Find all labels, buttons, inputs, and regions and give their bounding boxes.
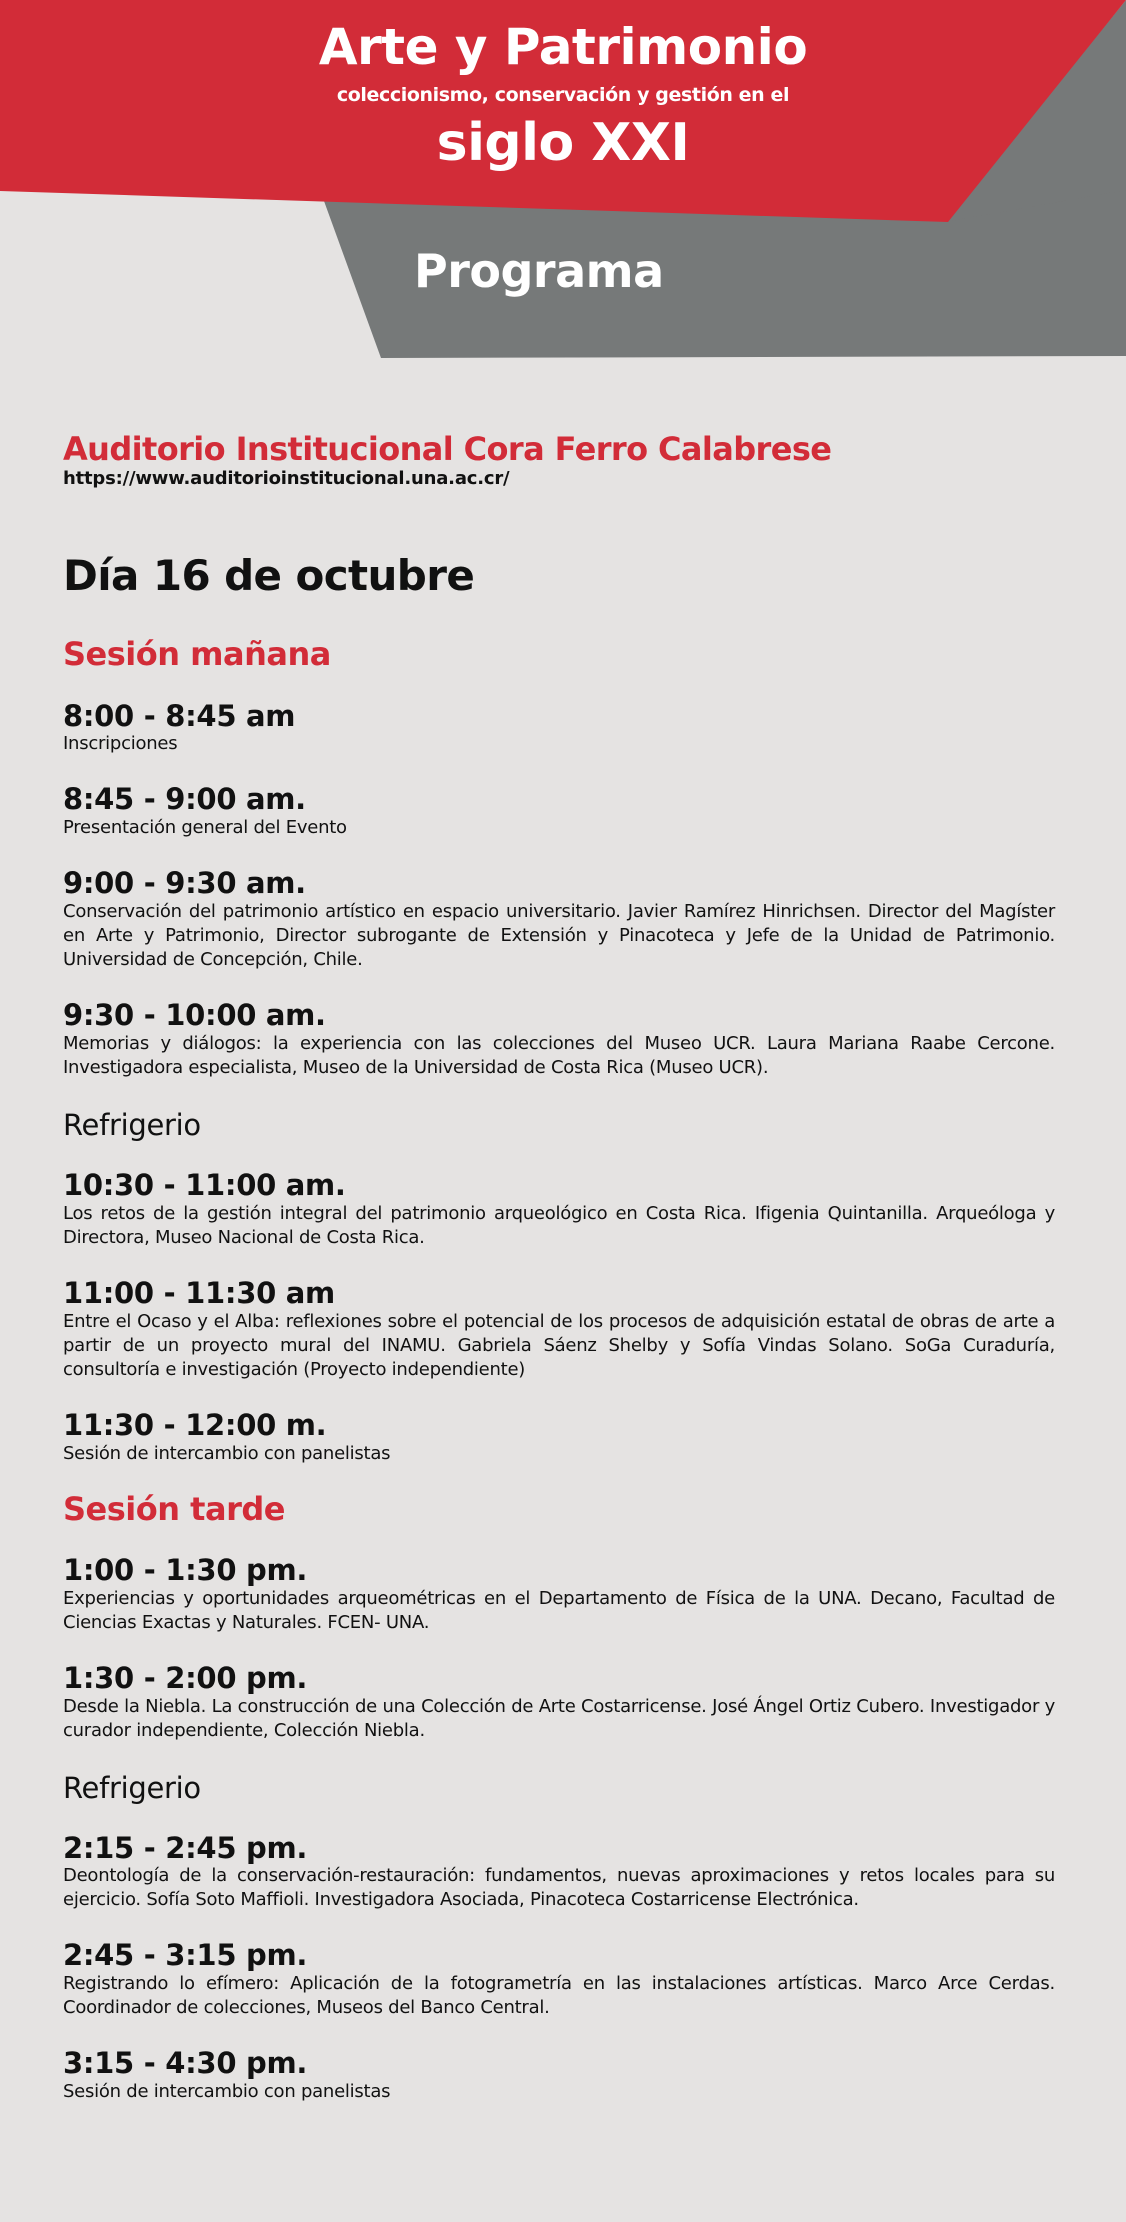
schedule-slot: [63, 1000, 1055, 1080]
venue-name: Auditorio Institucional Cora Ferro Calabrese: [63, 430, 832, 468]
slot-time: 3:15 - 4:30 pm.: [63, 2046, 308, 2081]
afternoon-session-title: Sesión tarde: [63, 1489, 285, 1528]
afternoon-slots-a: [63, 1552, 1055, 1743]
schedule-slot: [63, 868, 1055, 972]
slot-time: 9:00 - 9:30 am.: [63, 866, 306, 901]
schedule-slot: [63, 1170, 1055, 1250]
schedule-slot: [63, 784, 1055, 840]
slot-description: Sesión de intercambio con panelistas: [63, 2081, 391, 2103]
slot-description: Desde la Niebla. La construcción de una Colección de Arte Costarricense. José Ángel Ortiz Cubero. Investigador y curador independiente, Colección Niebla.: [63, 1695, 1055, 1741]
event-subtitle: coleccionismo, conservación y gestión en el: [336, 84, 790, 106]
schedule-slot: [63, 1552, 1055, 1635]
morning-slots-a: [63, 698, 1055, 1081]
slot-description: Deontología de la conservación-restauración: fundamentos, nuevas aproximaciones y retos locales para su ejercicio. Sofía Soto Maffioli. Investigadora Asociada, Pinacoteca Costarricense Electrónica.: [63, 1865, 1055, 1911]
slot-time: 2:45 - 3:15 pm.: [63, 1938, 308, 1973]
slot-description: Registrando lo efímero: Aplicación de la fotogrametría en las instalaciones artísticas. Marco Arce Cerdas. Coordinador de colecciones, Museos del Banco Central.: [63, 1973, 1055, 2019]
event-title-century: siglo XXI: [436, 113, 690, 173]
slot-description: Experiencias y oportunidades arqueométricas en el Departamento de Física de la UNA. Decano, Facultad de Ciencias Exactas y Naturales. FCEN- UNA.: [63, 1587, 1055, 1633]
schedule-slot: [63, 1830, 1055, 1913]
slot-time: 1:30 - 2:00 pm.: [63, 1660, 308, 1695]
schedule-slot: [63, 2048, 1055, 2104]
slot-time: 2:15 - 2:45 pm.: [63, 1830, 308, 1865]
schedule-slot: [63, 698, 1055, 757]
slot-time: 11:30 - 12:00 m.: [63, 1407, 327, 1442]
slot-description: Memorias y diálogos: la experiencia con las colecciones del Museo UCR. Laura Mariana Raabe Cercone. Investigadora especialista, Museo de la Universidad de Costa Rica (Museo UCR).: [63, 1033, 1055, 1079]
slot-time: 8:45 - 9:00 am.: [63, 782, 306, 817]
slot-time: 10:30 - 11:00 am.: [63, 1168, 346, 1203]
morning-session-title: Sesión mañana: [63, 635, 331, 674]
slot-time: 8:00 - 8:45 am: [63, 698, 296, 733]
slot-time: 1:00 - 1:30 pm.: [63, 1552, 308, 1587]
slot-time: 9:30 - 10:00 am.: [63, 998, 326, 1033]
afternoon-break: Refrigerio: [63, 1770, 201, 1805]
header-banner: [0, 0, 1126, 360]
afternoon-slots-b: [63, 1830, 1055, 2105]
morning-break: Refrigerio: [63, 1108, 201, 1143]
section-title: Programa: [414, 244, 664, 298]
day-heading: Día 16 de octubre: [63, 551, 475, 601]
slot-description: Presentación general del Evento: [63, 817, 347, 839]
slot-description: Los retos de la gestión integral del patrimonio arqueológico en Costa Rica. Ifigenia Quintanilla. Arqueóloga y Directora, Museo Nacional de Costa Rica.: [63, 1202, 1055, 1248]
slot-description: Inscripciones: [63, 733, 178, 755]
schedule-slot: [63, 1940, 1055, 2020]
schedule-slot: [63, 1275, 1055, 1382]
event-title: Arte y Patrimonio: [318, 18, 808, 76]
slot-description: Entre el Ocaso y el Alba: reflexiones sobre el potencial de los procesos de adquisición estatal de obras de arte a partir de un proyecto mural del INAMU. Gabriela Sáenz Shelby y Sofía Vindas Solano. SoGa Curaduría, consultoría e investigación (Proyecto independiente): [63, 1310, 1055, 1380]
venue-url: https://www.auditorioinstitucional.una.ac.cr/: [63, 468, 510, 490]
program-content: [63, 432, 1055, 2104]
schedule-slot: [63, 1660, 1055, 1743]
slot-description: Conservación del patrimonio artístico en espacio universitario. Javier Ramírez Hinrichsen. Director del Magíster en Arte y Patrimonio, Director subrogante de Extensión y Pinacoteca y Jefe de la Unidad de Patrimonio. Universidad de Concepción, Chile.: [63, 901, 1055, 971]
slot-description: Sesión de intercambio con panelistas: [63, 1442, 391, 1464]
morning-slots-b: [63, 1170, 1055, 1466]
slot-time: 11:00 - 11:30 am: [63, 1275, 335, 1310]
schedule-slot: [63, 1407, 1055, 1466]
